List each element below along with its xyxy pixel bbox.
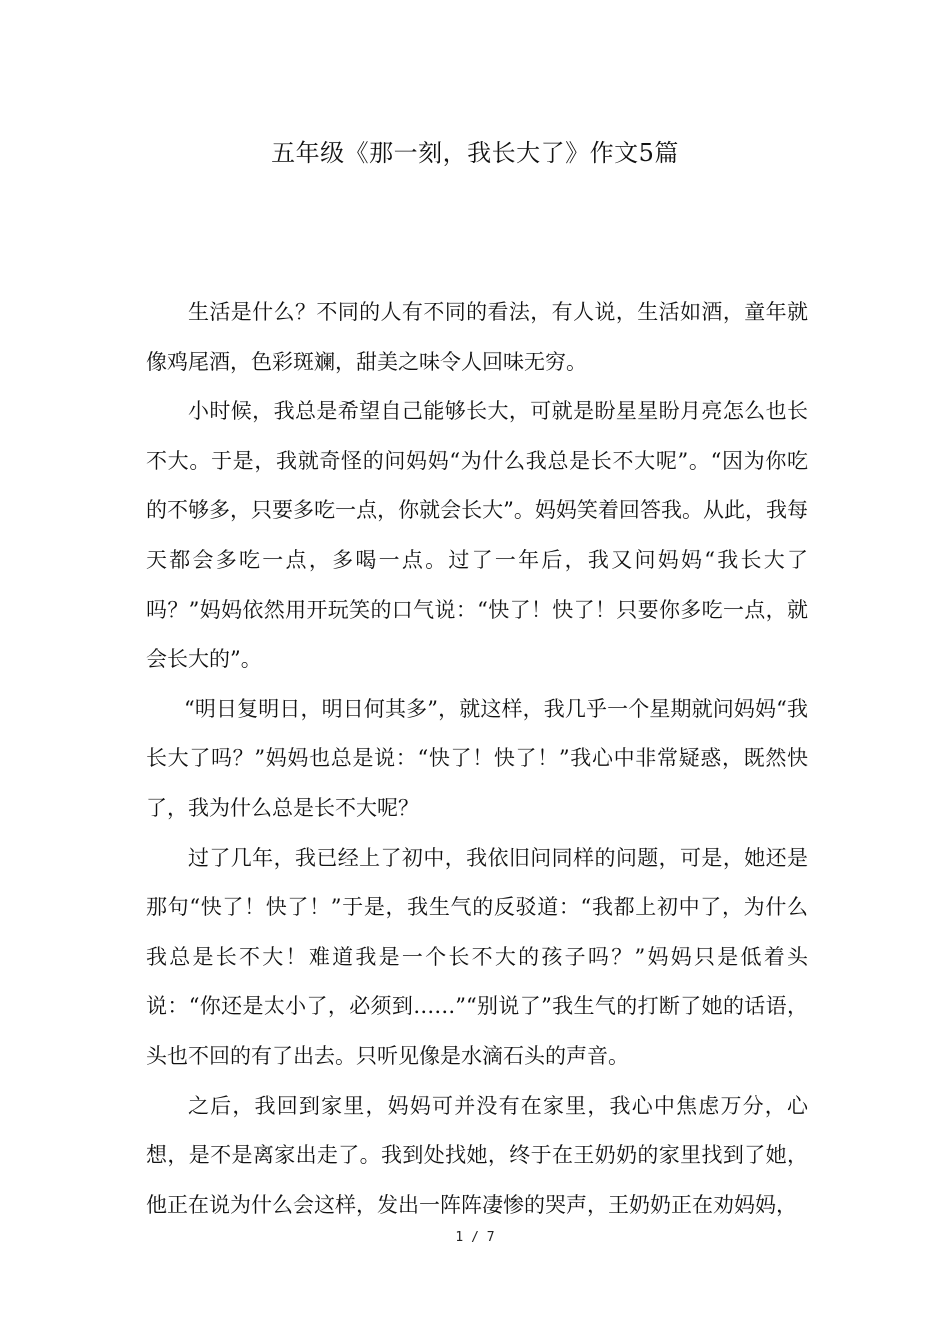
paragraph: 生活是什么？不同的人有不同的看法，有人说，生活如酒，童年就像鸡尾酒，色彩斑斓，甜美之味令人回味无穷。 [146,300,808,374]
paragraph: 之后，我回到家里，妈妈可并没有在家里，我心中焦虑万分，心想，是不是离家出走了。我到处找她，终于在王奶奶的家里找到了她，他正在说为什么会这样，发出一阵阵凄惨的哭声，王奶奶正在劝妈妈， [146,1093,808,1217]
paragraph: 过了几年，我已经上了初中，我依旧问同样的问题，可是，她还是那句“快了！快了！”于是，我生气的反驳道：“我都上初中了，为什么我总是长不大！难道我是一个长不大的孩子吗？”妈妈只是低着头说：“你还是太小了，必须到……”“别说了”我生气的打断了她的话语，头也不回的有了出去。只听见像是水滴石头的声音。 [146,845,808,1068]
document-body [146,288,808,1230]
page-number: 1 / 7 [455,1230,495,1245]
paragraph: 小时候，我总是希望自己能够长大，可就是盼星星盼月亮怎么也长不大。于是，我就奇怪的问妈妈“为什么我总是长不大呢”。“因为你吃的不够多，只要多吃一点，你就会长大”。妈妈笑着回答我。从此，我每天都会多吃一点，多喝一点。过了一年后，我又问妈妈“我长大了吗？”妈妈依然用开玩笑的口气说：“快了！快了！只要你多吃一点，就会长大的”。 [146,399,808,672]
paragraph: “明日复明日，明日何其多”，就这样，我几乎一个星期就问妈妈“我长大了吗？”妈妈也总是说：“快了！快了！”我心中非常疑惑，既然快了，我为什么总是长不大呢？ [146,696,808,820]
document-title: 五年级《那一刻，我长大了》作文5篇 [271,139,679,167]
